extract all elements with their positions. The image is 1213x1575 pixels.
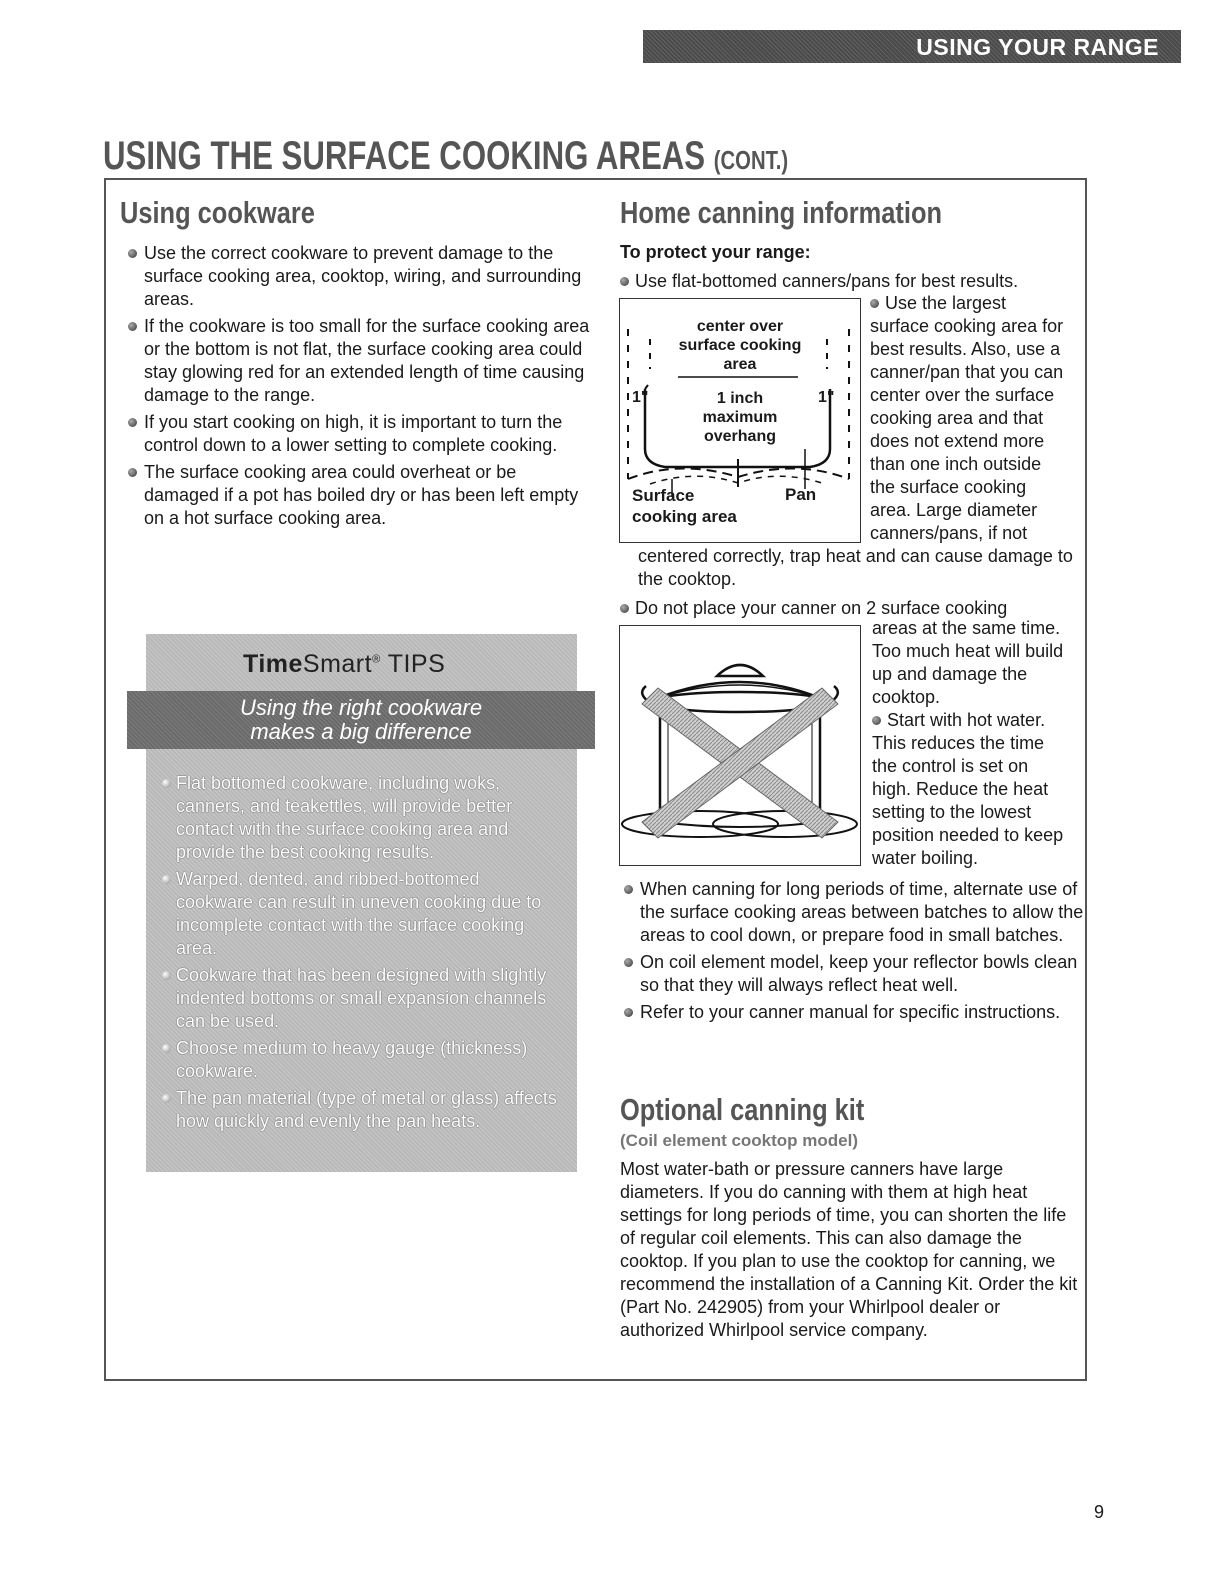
bullet-icon: [624, 958, 633, 967]
float-line: canners/pans, if not: [870, 523, 1028, 543]
tip-text: Cookware that has been designed with slightly indented bottoms or small expansion channels can be used.: [176, 965, 547, 1031]
canning-bullet-text: When canning for long periods of time, alternate use of the surface cooking areas between batches to allow the areas to cool down, or prepare food in small batches.: [640, 879, 1084, 945]
left-dimension-label: 1": [632, 389, 649, 406]
tips-banner-line1: Using the right cookware: [239, 695, 483, 720]
canning-bullet-text: On coil element model, keep your reflector bowls clean so that they will always reflect heat well.: [640, 952, 1078, 995]
surface-label-line2: cooking area: [632, 507, 737, 526]
surface-label-line1: Surface: [632, 486, 695, 505]
canning-bullet: [620, 878, 1088, 947]
centered-continuation-text: centered correctly, trap heat and can cause damage to the cooktop.: [638, 546, 1073, 589]
float-line-text: Start with hot water.: [887, 710, 1046, 730]
center-over-label: [620, 317, 860, 374]
pan-label: Pan: [785, 485, 817, 504]
tip-item: [160, 772, 560, 864]
float-line: canner/pan that you can: [870, 362, 1064, 382]
canning-bullet-text: Refer to your canner manual for specific instructions.: [640, 1002, 1061, 1022]
right-dimension-label: 1": [818, 389, 835, 406]
center-over-line1: center over: [696, 318, 784, 335]
two-burner-diagram-svg: [620, 626, 860, 865]
center-over-line3: area: [723, 356, 757, 373]
page-title-main: USING THE SURFACE COOKING AREAS: [103, 134, 706, 178]
home-canning-bullet-1-text: Use flat-bottomed canners/pans for best results.: [635, 271, 1019, 291]
two-burner-diagram: [619, 625, 861, 866]
bullet-icon: [162, 971, 171, 980]
tips-list: [160, 772, 560, 1137]
surface-cooking-area-label: [632, 485, 737, 527]
bullet-icon: [162, 1094, 171, 1103]
logo-time: Time: [243, 650, 303, 678]
float-line: high. Reduce the heat: [872, 779, 1049, 799]
bullet-icon: [620, 277, 629, 286]
bullet-icon: [128, 418, 137, 427]
cookware-bullet-text: Use the correct cookware to prevent damage to the surface cooking area, cooktop, wiring, and surrounding areas.: [144, 243, 582, 309]
cookware-bullet-text: If the cookware is too small for the surface cooking area or the bottom is not flat, the surface cooking area could stay glowing red for an extended length of time causing damage to the range.: [144, 316, 590, 405]
float-line: surface cooking area for: [870, 316, 1064, 336]
bullet-icon: [128, 322, 137, 331]
tip-text: Choose medium to heavy gauge (thickness) cookware.: [176, 1038, 528, 1081]
overhang-line3: overhang: [703, 428, 776, 445]
optional-kit-subhead: (Coil element cooktop model): [620, 1131, 859, 1150]
tip-text: The pan material (type of metal or glass) affects how quickly and evenly the pan heats.: [176, 1088, 557, 1131]
cookware-bullet: [124, 461, 590, 530]
home-canning-more-bullets: [620, 878, 1088, 1028]
float-line: area. Large diameter: [870, 500, 1038, 520]
center-over-line2: surface cooking: [678, 337, 802, 354]
float-line: cooktop.: [872, 687, 941, 707]
using-cookware-section: [124, 242, 590, 534]
cookware-bullet-text: The surface cooking area could overheat or be damaged if a pot has boiled dry or has been left empty on a hot surface cooking area.: [144, 462, 579, 528]
largest-area-text: [870, 292, 1085, 545]
float-line: best results. Also, use a: [870, 339, 1061, 359]
cookware-bullet: [124, 411, 590, 457]
float-line: position needed to keep: [872, 825, 1064, 845]
bullet-icon: [624, 1008, 633, 1017]
timesmart-logo: [243, 650, 445, 679]
cookware-bullet-text: If you start cooking on high, it is important to turn the control down to a lower setting to complete cooking.: [144, 412, 563, 455]
float-line: cooking area and that: [870, 408, 1044, 428]
two-areas-bullet-text: Do not place your canner on 2 surface cooking: [635, 598, 1008, 618]
float-line: than one inch outside: [870, 454, 1042, 474]
page-number: 9: [1094, 1502, 1105, 1522]
float-line: Too much heat will build: [872, 641, 1064, 661]
home-canning-bullet-1: [620, 270, 1080, 293]
cookware-bullet: [124, 315, 590, 407]
cookware-bullet: [124, 242, 590, 311]
section-header-bar: [643, 30, 1181, 63]
tips-banner: [127, 691, 595, 749]
float-line: [870, 292, 1085, 315]
float-line: This reduces the time: [872, 733, 1045, 753]
optional-kit-paragraph: Most water-bath or pressure canners have large diameters. If you do canning with them at high heat settings for long periods of time, you can shorten the life of regular coil elements. This can also damage the cooktop. If you plan to use the cooktop for canning, we recommend the installation of a Canning Kit. Order the kit (Part No. 242905) from your Whirlpool dealer or authorized Whirlpool service company.: [620, 1159, 1078, 1340]
optional-kit-title: Optional canning kit: [620, 1092, 865, 1127]
bullet-icon: [162, 779, 171, 788]
bullet-icon: [870, 299, 879, 308]
tip-text: Flat bottomed cookware, including woks, canners, and teakettles, will provide better contact with the surface cooking area and provide the best cooking results.: [176, 773, 513, 862]
float-line: areas at the same time.: [872, 618, 1061, 638]
canning-bullet: [620, 951, 1088, 997]
using-cookware-title: Using cookware: [120, 195, 315, 230]
bullet-icon: [872, 716, 881, 725]
same-time-text: [872, 617, 1087, 870]
page-title: [103, 134, 788, 179]
bullet-icon: [620, 604, 629, 613]
tip-item: [160, 964, 560, 1033]
bullet-icon: [128, 468, 137, 477]
tip-text: Warped, dented, and ribbed-bottomed cookware can result in uneven cooking due to incomplete contact with the surface cooking area.: [176, 869, 542, 958]
tip-item: [160, 868, 560, 960]
overhang-line1: 1 inch: [716, 390, 764, 407]
logo-tips: TIPS: [387, 650, 446, 678]
timesmart-tips-box: [146, 634, 577, 1172]
float-line: up and damage the: [872, 664, 1028, 684]
float-line: center over the surface: [870, 385, 1055, 405]
page-title-cont: (CONT.): [713, 145, 789, 175]
float-line: the surface cooking: [870, 477, 1027, 497]
logo-registered: ®: [372, 653, 381, 666]
float-line-text: Use the largest: [885, 293, 1007, 313]
bullet-icon: [162, 875, 171, 884]
tip-item: [160, 1087, 560, 1133]
tip-item: [160, 1037, 560, 1083]
float-line: water boiling.: [872, 848, 979, 868]
bullet-icon: [128, 249, 137, 258]
logo-smart: Smart: [302, 650, 373, 678]
home-canning-subhead: To protect your range:: [620, 242, 811, 262]
overhang-line2: maximum: [702, 409, 778, 426]
float-line: [872, 709, 1087, 732]
tips-banner-line2: makes a big difference: [250, 719, 472, 744]
float-line: does not extend more: [870, 431, 1045, 451]
section-header-text: USING YOUR RANGE: [916, 34, 1159, 60]
float-line: setting to the lowest: [872, 802, 1032, 822]
overhang-diagram: [619, 298, 861, 543]
bullet-icon: [624, 885, 633, 894]
canning-bullet: [620, 1001, 1088, 1024]
float-line: the control is set on: [872, 756, 1029, 776]
home-canning-title: Home canning information: [620, 195, 943, 230]
bullet-icon: [162, 1044, 171, 1053]
